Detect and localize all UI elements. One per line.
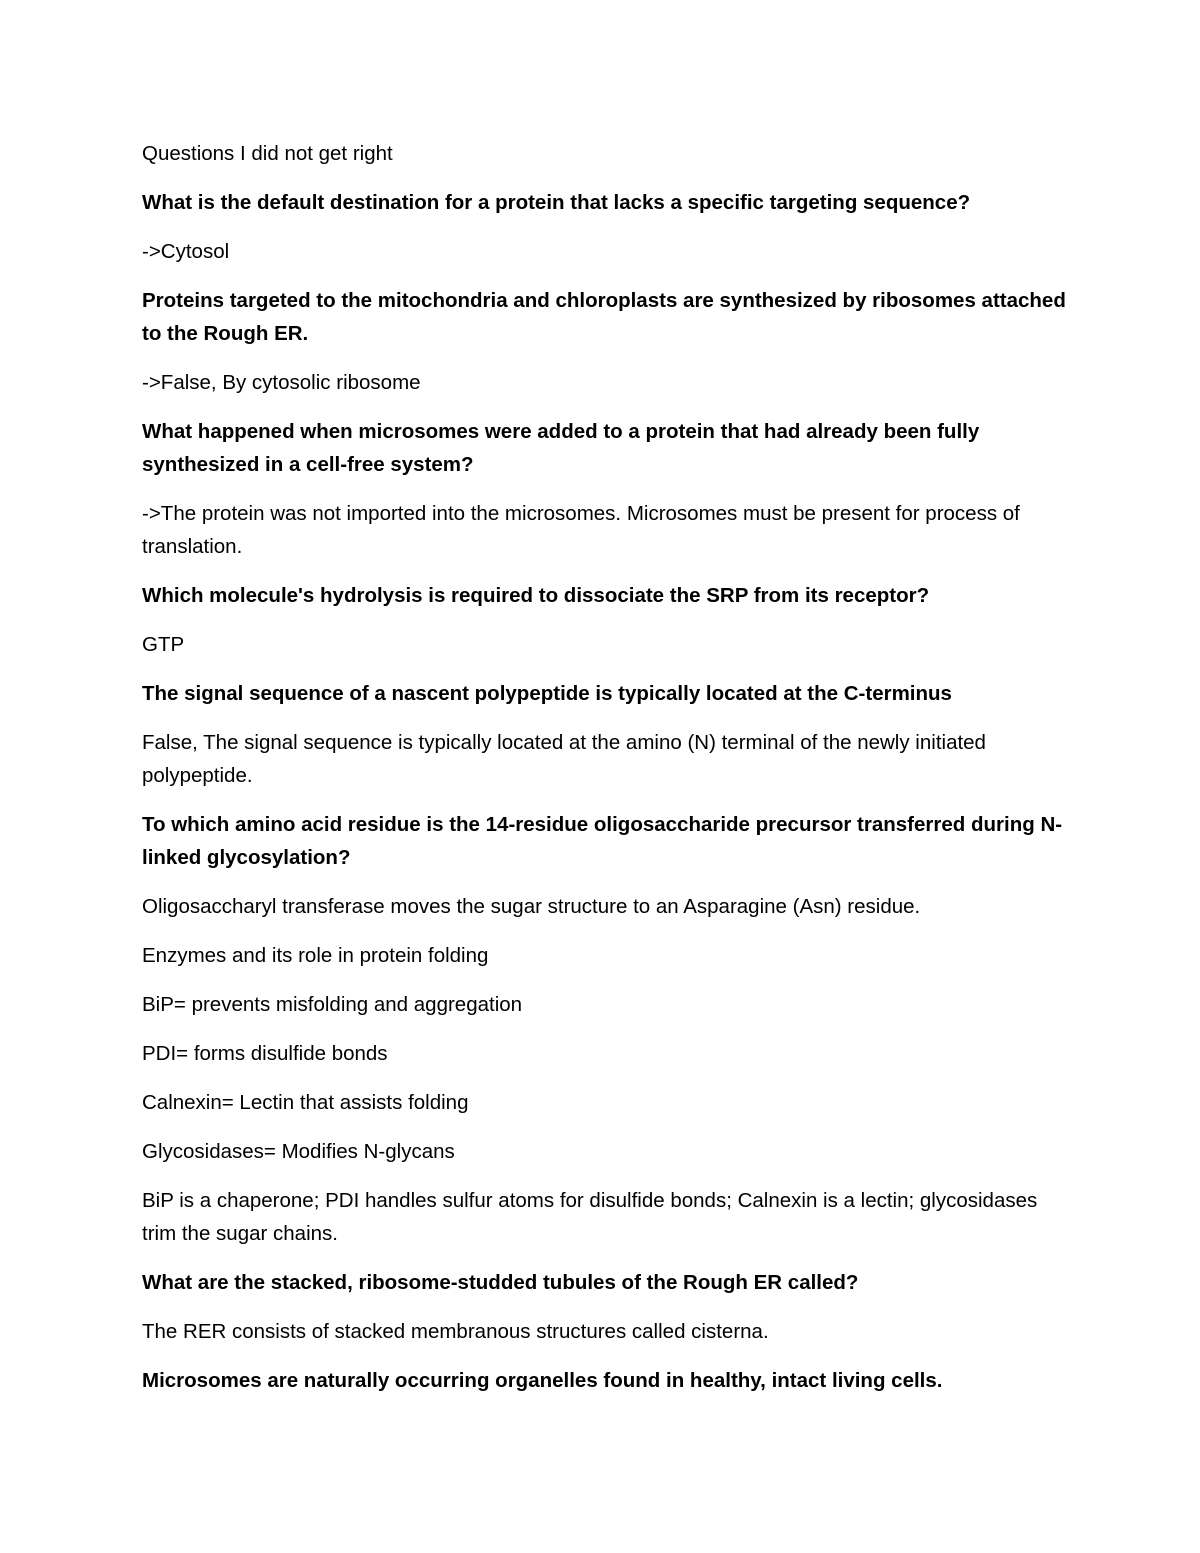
question-microsomes-added: What happened when microsomes were added to a protein that had already been fully synthesized in a cell-free system? xyxy=(142,420,980,476)
enzymes-heading: Enzymes and its role in protein folding xyxy=(142,944,489,967)
answer-microsomes-added: ->The protein was not imported into the microsomes. Microsomes must be present for process of translation. xyxy=(142,502,1020,558)
answer-glycosylation-residue: Oligosaccharyl transferase moves the sugar structure to an Asparagine (Asn) residue. xyxy=(142,895,921,918)
answer-rer-tubules: The RER consists of stacked membranous structures called cisterna. xyxy=(142,1320,769,1343)
question-mito-chloro-ribosomes: Proteins targeted to the mitochondria and chloroplasts are synthesized by ribosomes attached to the Rough ER. xyxy=(142,289,1066,345)
question-glycosylation-residue: To which amino acid residue is the 14-residue oligosaccharide precursor transferred during N-linked glycosylation? xyxy=(142,813,1063,869)
document-heading: Questions I did not get right xyxy=(142,142,393,165)
question-srp-hydrolysis: Which molecule's hydrolysis is required to dissociate the SRP from its receptor? xyxy=(142,584,930,607)
enzymes-summary: BiP is a chaperone; PDI handles sulfur atoms for disulfide bonds; Calnexin is a lectin; glycosidases trim the sugar chains. xyxy=(142,1189,1038,1245)
question-rer-tubules: What are the stacked, ribosome-studded tubules of the Rough ER called? xyxy=(142,1271,859,1294)
question-default-destination: What is the default destination for a protein that lacks a specific targeting sequence? xyxy=(142,191,971,214)
answer-signal-sequence: False, The signal sequence is typically located at the amino (N) terminal of the newly initiated polypeptide. xyxy=(142,731,986,787)
answer-srp-hydrolysis: GTP xyxy=(142,633,185,656)
answer-mito-chloro-ribosomes: ->False, By cytosolic ribosome xyxy=(142,371,421,394)
enzyme-pdi: PDI= forms disulfide bonds xyxy=(142,1042,388,1065)
enzyme-bip: BiP= prevents misfolding and aggregation xyxy=(142,993,523,1016)
document-page xyxy=(142,137,1072,1413)
answer-default-destination: ->Cytosol xyxy=(142,240,230,263)
question-signal-sequence: The signal sequence of a nascent polypeptide is typically located at the C-terminus xyxy=(142,682,952,705)
enzyme-glycosidases: Glycosidases= Modifies N-glycans xyxy=(142,1140,455,1163)
question-microsomes-natural: Microsomes are naturally occurring organelles found in healthy, intact living cells. xyxy=(142,1369,943,1392)
enzyme-calnexin: Calnexin= Lectin that assists folding xyxy=(142,1091,469,1114)
